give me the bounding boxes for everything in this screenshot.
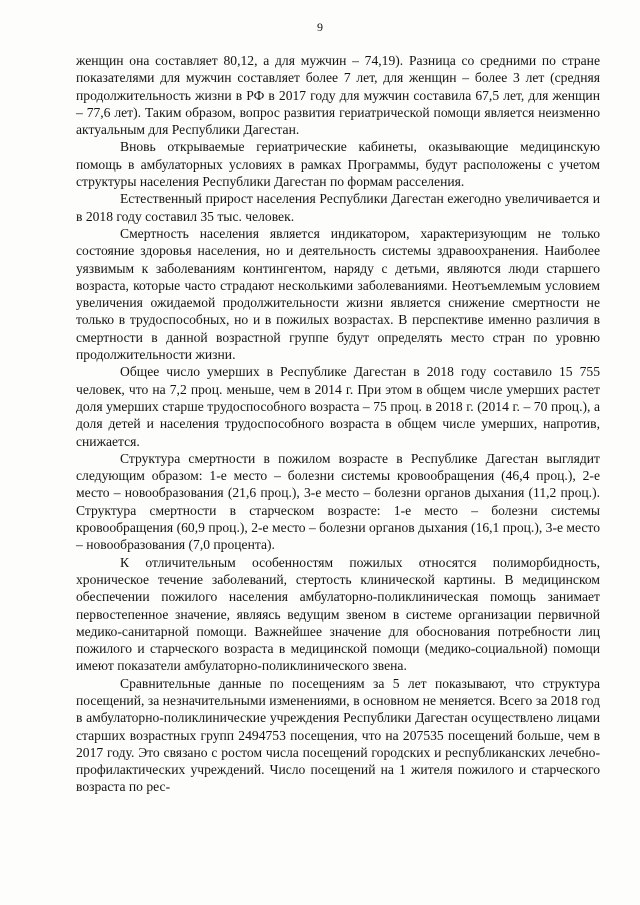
paragraph-1: женщин она составляет 80,12, а для мужчин – 74,19). Разница со средними по стране показателями для мужчин составляет более 7 лет, для женщин – более 3 лет (средняя продолжительность жизни в РФ в 2017 году для мужчин составила 67,5 лет, для женщин – 77,6 лет). Таким образом, вопрос развития гериатрической помощи является неизменно актуальным для Республики Дагестан. xyxy=(76,53,600,138)
paragraph-3: Естественный прирост населения Республики Дагестан ежегодно увеличивается и в 2018 году составил 35 тыс. человек. xyxy=(76,191,600,224)
paragraph-8: Сравнительные данные по посещениям за 5 лет показывают, что структура посещений, за незначительными изменениями, в основном не меняется. Всего за 2018 год в амбулаторно-поликлинические учреждения Республики Дагестан осуществлено лицами старших возрастных групп 2494753 посещения, что на 207535 посещений больше, чем в 2017 году. Это связано с ростом числа посещений городских и республиканских лечебно-профилактических учреждений. Число посещений на 1 жителя пожилого и старческого возраста по рес- xyxy=(76,675,600,795)
page-number: 9 xyxy=(317,20,323,34)
body-text xyxy=(76,52,600,796)
paragraph-7: К отличительным особенностям пожилых относятся полиморбидность, хроническое течение заболеваний, стертость клинической картины. В медицинском обеспечении пожилого населения амбулаторно-поликлиническая помощь занимает первостепенное значение, являясь ведущим звеном в системе организации первичной медико-санитарной помощи. Важнейшее значение для обоснования потребности лиц пожилого и старческого возраста в медицинской помощи (медико-социальной) помощи имеют показатели амбулаторно-поликлинического звена. xyxy=(76,554,600,674)
paragraph-5: Общее число умерших в Республике Дагестан в 2018 году составило 15 755 человек, что на 7,2 проц. меньше, чем в 2014 г. При этом в общем числе умерших растет доля умерших старше трудоспособного возраста – 75 проц. в 2018 г. (2014 г. – 70 проц.), а доля детей и населения трудоспособного возраста в общем числе умерших, напротив, снижается. xyxy=(76,364,600,449)
paragraph-2: Вновь открываемые гериатрические кабинеты, оказывающие медицинскую помощь в амбулаторных условиях в рамках Программы, будут расположены с учетом структуры населения Республики Дагестан по формам расселения. xyxy=(76,139,600,190)
paragraph-4: Смертность населения является индикатором, характеризующим не только состояние здоровья населения, но и деятельность системы здравоохранения. Наиболее уязвимым к заболеваниям контингентом, наряду с детьми, являются люди старшего возраста, которые часто страдают несколькими заболеваниями. Неотъемлемым условием увеличения ожидаемой продолжительности жизни является снижение смертности не только в трудоспособных, но и в пожилых возрастах. В перспективе именно различия в смертности в данной возрастной группе будут определять место стран по уровню продолжительности жизни. xyxy=(76,225,600,363)
paragraph-6: Структура смертности в пожилом возрасте в Республике Дагестан выглядит следующим образом: 1-е место – болезни системы кровообращения (46,4 проц.), 2-е место – новообразования (21,6 проц.), 3-е место – болезни органов дыхания (11,2 проц.). Структура смертности в старческом возрасте: 1-е место – болезни системы кровообращения (60,9 проц.), 2-е место – болезни органов дыхания (16,1 проц.), 3-е место – новообразования (7,0 процента). xyxy=(76,450,600,553)
